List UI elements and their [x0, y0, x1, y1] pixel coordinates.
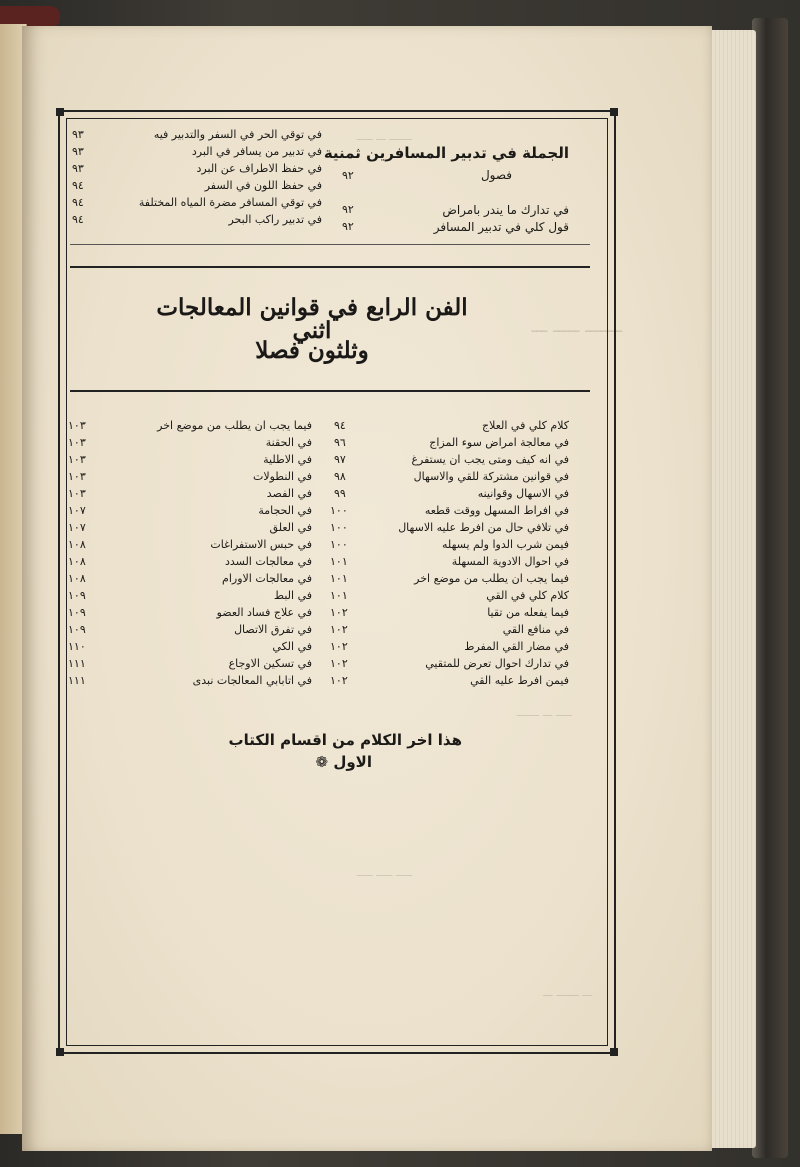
toc-page-number: ١٠١: [330, 589, 348, 602]
toc-entry-text: في اتابابي المعالجات نبدى: [192, 674, 312, 687]
toc-entry-text: في حبس الاستفراغات: [210, 538, 312, 551]
toc-entry-text: فيما يفعله من تقيا: [487, 606, 569, 619]
border-corner: [610, 1048, 618, 1056]
section-heading-line2: وثلثون فصلا: [255, 337, 369, 364]
toc-page-number: ١١١: [68, 674, 86, 687]
toc-page-number: ٩٣: [72, 145, 84, 158]
toc-page-number: ١٠٠: [330, 538, 348, 551]
toc-page-number: ١٠٨: [68, 572, 86, 585]
toc-entry-text: فيمن افرط عليه القي: [470, 674, 569, 687]
toc-page-number: ١٠٧: [68, 504, 86, 517]
toc-page-number: ٩٢: [342, 169, 354, 182]
toc-page-number: ٩٦: [334, 436, 346, 449]
toc-page-number: ١٠١: [330, 572, 348, 585]
toc-page-number: ١٠٢: [330, 674, 348, 687]
toc-page-number: ٩٤: [72, 179, 84, 192]
toc-entry-text: كلام كلي في العلاج: [482, 419, 569, 432]
section-heading-line1: الفن الرابع في قوانين المعالجات اثني: [156, 294, 468, 344]
toc-entry-text: في قوانين مشتركة للقي والاسهال: [413, 470, 569, 483]
toc-page-number: ٩٤: [72, 213, 84, 226]
toc-entry-text: في افراط المسهل ووقت قطعه: [424, 504, 569, 517]
toc-page-number: ١٠٩: [68, 623, 86, 636]
manuscript-page: [22, 26, 712, 1151]
toc-entry-text: في توقي المسافر مضرة المياه المختلفة: [138, 196, 322, 209]
toc-page-number: ١٠٣: [68, 453, 86, 466]
border-corner: [56, 1048, 64, 1056]
closing-line2: الاول ❁: [315, 753, 372, 771]
toc-entry-text: في النطولات: [253, 470, 312, 483]
toc-entry-text: فيمن شرب الدوا ولم يسهله: [442, 538, 569, 551]
toc-page-number: ١٠٨: [68, 555, 86, 568]
toc-entry-text: في الحقنة: [265, 436, 312, 449]
closing-line1: هذا اخر الكلام من اقسام الكتاب: [228, 731, 462, 749]
toc-page-number: ١٠٣: [68, 419, 86, 432]
toc-entry-text: قول كلي في تدبير المسافر: [433, 220, 569, 234]
toc-entry-text: في علاج فساد العضو: [216, 606, 312, 619]
toc-page-number: ١٠١: [330, 555, 348, 568]
toc-entry-text: الجملة في تدبير المسافرين ثمنية: [323, 144, 569, 162]
toc-page-number: ١١٠: [68, 640, 86, 653]
toc-entry-text: في البط: [273, 589, 312, 602]
bleed-through: ـــــــ ـــــ ـــ: [531, 316, 622, 337]
section-divider: [70, 244, 590, 245]
toc-entry-text: في تدبير راكب البحر: [228, 213, 322, 226]
toc-entry-text: في مضار القي المفرط: [464, 640, 569, 653]
toc-entry-text: في تفرق الاتصال: [234, 623, 312, 636]
border-corner: [610, 108, 618, 116]
toc-page-number: ٩٤: [72, 196, 84, 209]
toc-entry-text: في حفظ اللون في السفر: [204, 179, 322, 192]
toc-entry-text: في العلق: [269, 521, 312, 534]
bleed-through: ـــــ ـــــ ـــــ: [356, 866, 412, 879]
toc-entry-text: في تدارك احوال تعرض للمتقيي: [425, 657, 569, 670]
toc-entry-text: في تلافي حال من افرط عليه الاسهال: [398, 521, 569, 534]
toc-page-number: ٩٩: [334, 487, 346, 500]
toc-entry-text: في الحجامة: [258, 504, 312, 517]
toc-entry-text: في تدبير من يسافر في البرد: [191, 145, 322, 158]
heading-bottom-rule: [70, 390, 590, 392]
toc-entry-text: في احوال الادوية المسهلة: [451, 555, 569, 568]
toc-page-number: ١٠٣: [68, 436, 86, 449]
toc-page-number: ٩٨: [334, 470, 346, 483]
toc-page-number: ٩٤: [334, 419, 346, 432]
toc-page-number: ٩٣: [72, 128, 84, 141]
toc-entry-text: في معالجة امراض سوء المزاج: [429, 436, 569, 449]
toc-page-number: ١٠٩: [68, 606, 86, 619]
toc-entry-text: في تدارك ما يندر بامراض: [442, 203, 569, 217]
toc-page-number: ١٠٠: [330, 521, 348, 534]
toc-entry-text: في منافع القي: [502, 623, 569, 636]
toc-entry-text: في الفصد: [266, 487, 312, 500]
toc-entry-text: في معالجات السدد: [224, 555, 312, 568]
toc-entry-text: في تسكين الاوجاع: [228, 657, 312, 670]
toc-page-number: ١٠٨: [68, 538, 86, 551]
heading-top-rule: [70, 266, 590, 268]
toc-page-number: ١٠٢: [330, 623, 348, 636]
toc-entry-text: فصول: [480, 168, 512, 182]
toc-page-number: ١٠٢: [330, 657, 348, 670]
toc-page-number: ١١١: [68, 657, 86, 670]
toc-page-number: ١٠٠: [330, 504, 348, 517]
toc-page-number: ٩٢: [342, 203, 354, 216]
bleed-through: ـــــــ ـــ ـــــ: [356, 130, 412, 143]
toc-entry-text: في انه كيف ومتى يجب ان يستفرغ: [411, 453, 569, 466]
cover-edge: [752, 18, 788, 1158]
toc-page-number: ٩٧: [334, 453, 346, 466]
toc-entry-text: في حفظ الاطراف عن البرد: [196, 162, 322, 175]
toc-entry-text: في الكي: [272, 640, 312, 653]
toc-entry-text: في الاسهال وقوانينه: [477, 487, 569, 500]
border-corner: [56, 108, 64, 116]
toc-entry-text: في معالجات الاورام: [222, 572, 312, 585]
toc-page-number: ٩٣: [72, 162, 84, 175]
toc-entry-text: في الاطلية: [263, 453, 312, 466]
bleed-through: ـــــ ـــ ـــــــ: [516, 706, 572, 719]
toc-entry-text: فيما يجب ان يطلب من موضع اخر: [414, 572, 569, 585]
toc-page-number: ١٠٧: [68, 521, 86, 534]
toc-page-number: ١٠٢: [330, 640, 348, 653]
toc-page-number: ٩٢: [342, 220, 354, 233]
toc-page-number: ١٠٩: [68, 589, 86, 602]
toc-entry-text: كلام كلي في القي: [486, 589, 569, 602]
toc-page-number: ١٠٣: [68, 487, 86, 500]
toc-entry-text: في توقي الحر في السفر والتدبير فيه: [153, 128, 322, 141]
toc-page-number: ١٠٣: [68, 470, 86, 483]
bleed-through: ـــ ـــــــ ـــ: [543, 986, 592, 999]
toc-entry-text: فيما يجب ان يطلب من موضع اخر: [157, 419, 312, 432]
toc-page-number: ١٠٢: [330, 606, 348, 619]
